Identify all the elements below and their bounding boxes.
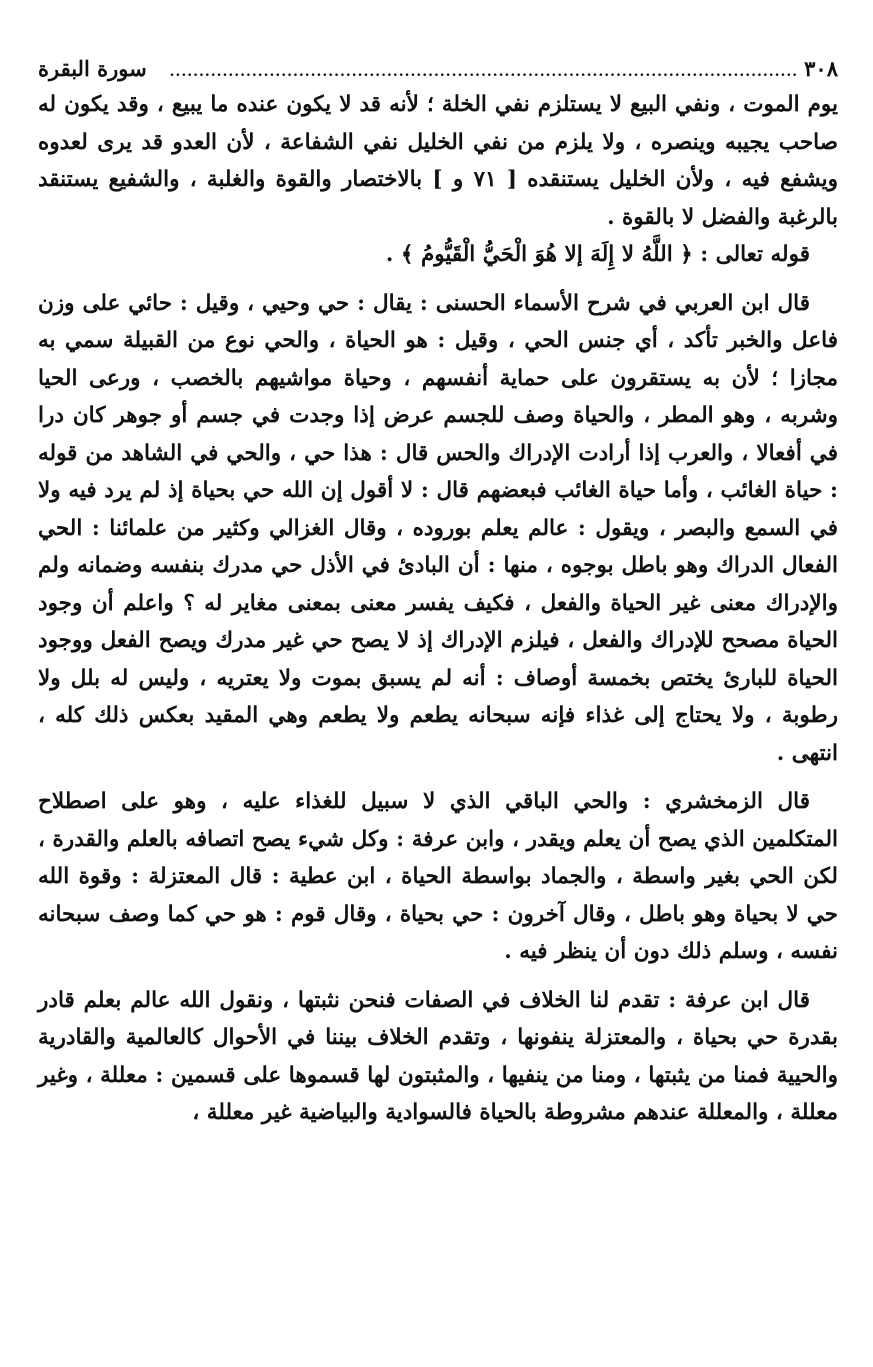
quran-verse: قوله تعالى : ﴿ اللَّهُ لا إِلَهَ إلا هُوَ الْحَيُّ الْقَيُّومُ ﴾ . [385,242,810,267]
book-page [38,52,838,1352]
header-dotted-leader: ........................................................................................................... [169,64,799,80]
surah-title: سورة البقرة [38,56,147,81]
paragraph-1: يوم الموت ، ونفي البيع لا يستلزم نفي الخلة ؛ لأنه قد لا يكون عنده ما يبيع ، وقد يكون له صاحب يجيبه وينصره ، ولا يلزم من نفي الخليل نفي الشفاعة ، لأن العدو قد يرى لعدوه ويشفع فيه ، ولأن الخليل يستنقده [ ٧١ و ] بالاختصار والقوة والغلبة ، والشفيع يستنقد بالرغبة والفضل لا بالقوة . [38,92,838,230]
paragraph-ibn-arabi: قال ابن العربي في شرح الأسماء الحسنى : يقال : حي وحيي ، وقيل : حائي على وزن فاعل والخبر تأكد ، أي جنس الحي ، وقيل : هو الحياة ، والحي نوع من القبيلة سمي به مجازا ؛ لأن به يستقرون على حماية أنفسهم ، وحياة مواشيهم بالخصب ، ورعى الحيا وشربه ، وهو المطر ، والحياة وصف للجسم عرض إذا وجدت في جسم أو جوهر كان درا في أفعالا ، والعرب إذا أرادت الإدراك والحس قال : هذا حي ، والحي في الشاهد من قوله : حياة الغائب ، وأما حياة الغائب فبعضهم قال : لا أقول إن الله حي بحياة إذ لم يرد فيه ولا في السمع والبصر ، ويقول : عالم يعلم بوروده ، وقال الغزالي وكثير من علمائنا : الحي الفعال الدراك وهو باطل بوجوه ، منها : أن البادئ في الأذل حي مدرك بنفسه وضمانه ولم والإدراك معنى غير الحياة والفعل ، فكيف يفسر معنى بمعنى مغاير له ؟ واعلم أن وجود الحياة مصحح للإدراك والفعل ، فيلزم الإدراك إذ لا يصح حي غير مدرك ويصح الفعل ووجود الحياة للبارئ يختص بخمسة أوصاف : أنه لم يسبق بموت ولا يعتريه ، وليس له بلل ولا رطوبة ، ولا يحتاج إلى غذاء فإنه سبحانه يطعم ولا يطعم وهي المقيد بعكس ذلك كله ، انتهى . [38,290,838,766]
paragraph-ibn-arafa: قال ابن عرفة : تقدم لنا الخلاف في الصفات فنحن نثبتها ، ونقول الله عالم بعلم قادر بقدرة حي بحياة ، والمعتزلة ينفونها ، وتقدم الخلاف بيننا في الأحوال كالعالمية والقادرية والحيية فمنا من يثبتها ، ومنا من ينفيها ، والمثبتون لها قسموها على قسمين : معللة ، وغير معللة ، والمعللة عندهم مشروطة بالحياة فالسوادية والبياضية غير معللة ، [38,987,838,1125]
page-header [38,52,838,86]
paragraph-zamakhshari: قال الزمخشري : والحي الباقي الذي لا سبيل للغذاء عليه ، وهو على اصطلاح المتكلمين الذي يصح أن يعلم ويقدر ، وابن عرفة : وكل شيء يصح اتصافه بالعلم والقدرة ، لكن الحي بغير واسطة ، والجماد بواسطة الحياة ، ابن عطية : قال المعتزلة : وقوة الله حي لا بحياة وهو باطل ، وقال آخرون : حي بحياة ، وقال قوم : هو حي كما وصف سبحانه نفسه ، وسلم ذلك دون أن ينظر فيه . [38,789,838,964]
page-number: ٣٠٨ [804,56,838,81]
